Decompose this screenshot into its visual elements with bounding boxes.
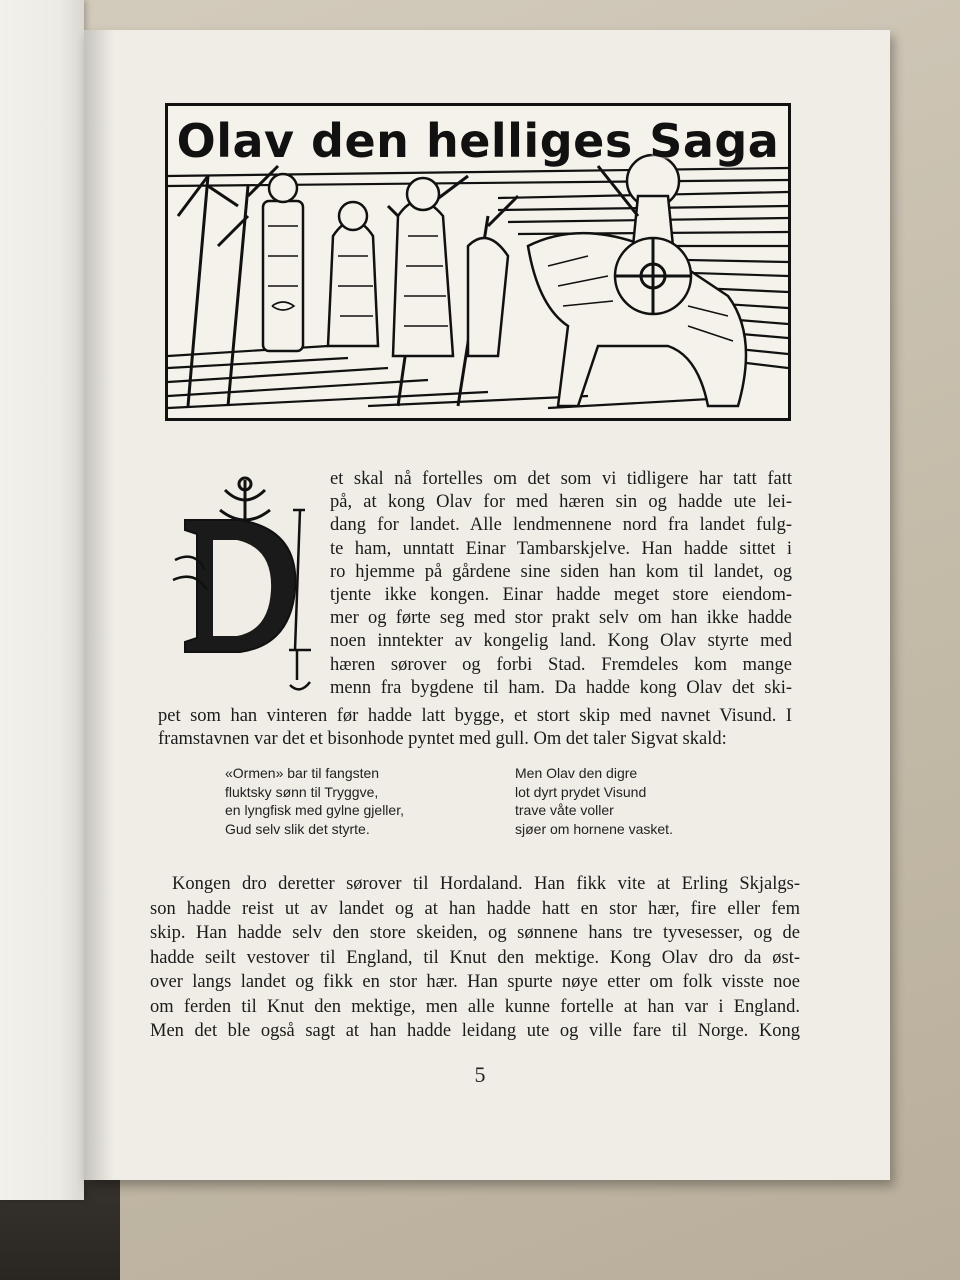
paragraph-one-wrapped [330, 468, 792, 700]
text-line: menn fra bygdene til ham. Da hadde kong Olav det ski- [330, 677, 792, 698]
page-number: 5 [474, 1062, 486, 1087]
poem-line: en lyngfisk med gylne gjeller, [225, 802, 404, 818]
drop-cap-d-ornament [165, 470, 321, 702]
text-line: Men det ble også sagt at han hadde leidang ute og ville fare til Norge. Kong [150, 1021, 800, 1041]
text-line: over langs landet og fikk en stor hær. Han spurte nøye etter om folk visste noe [150, 972, 800, 992]
poem-line: Gud selv slik det styrte. [225, 820, 370, 837]
text-line: Kongen dro deretter sørover til Hordaland. Han fikk vite at Erling Skjalgs- [172, 874, 800, 894]
paragraph-two [150, 872, 800, 1044]
poem-line: «Ormen» bar til fangsten [225, 765, 380, 781]
text-line: ro hjemme på gårdene sine siden han kom til landet, og [330, 561, 792, 582]
text-line: hæren sørover og forbi Stad. Fremdeles kom mange [330, 654, 792, 675]
saga-title: Olav den helliges Saga [176, 114, 780, 168]
poem-right-stanza [515, 764, 673, 838]
poem-line: sjøer om hornene vasket. [515, 820, 673, 837]
drop-cap-d-icon [165, 470, 321, 702]
text-line: på, at kong Olav for med hæren sin og hadde ute lei- [330, 492, 792, 513]
text-line: et skal nå fortelles om det som vi tidligere har tatt fatt [330, 469, 792, 489]
poem-left-stanza [225, 764, 404, 838]
text-line: te ham, unntatt Einar Tambarskjelve. Han hadde sittet i [330, 538, 792, 559]
paragraph-one-continued [158, 705, 792, 751]
woodcut-header-illustration [165, 103, 791, 421]
text-line: mer og førte seg med stor prakt selv om han ikke hadde [330, 608, 792, 629]
poem-line: Men Olav den digre [515, 765, 638, 781]
text-line: hadde seilt vestover til England, til Knut den mektige. Kong Olav dro da øst- [150, 947, 800, 968]
poem-line: trave våte voller [515, 802, 614, 818]
text-line: om ferden til Knut den mektige, men alle kunne fortelle at han var i England. [150, 996, 800, 1017]
poem-line: fluktsky sønn til Tryggve, [225, 783, 379, 800]
text-line: framstavnen var det et bisonhode pyntet med gull. Om det taler Sigvat skald: [158, 729, 727, 750]
poem-line: lot dyrt prydet Visund [515, 783, 647, 800]
left-page [0, 0, 84, 1200]
text-line: dang for landet. Alle lendmennene nord fra landet fulg- [330, 515, 792, 536]
spine-shadow [84, 30, 114, 1180]
text-line: skip. Han hadde selv den store skeiden, og sønnene hans tre tyvesesser, og de [150, 923, 800, 943]
text-line: pet som han vinteren før hadde latt bygge, et stort skip med navnet Visund. I [158, 706, 792, 726]
text-line: son hadde reist ut av landet og at han hadde hatt en stor hær, fire eller fem [150, 898, 800, 919]
text-line: noen inntekter av kongelig land. Kong Olav styrte med [330, 631, 792, 652]
text-line: tjente ikke kongen. Einar hadde meget store eiendom- [330, 585, 792, 606]
